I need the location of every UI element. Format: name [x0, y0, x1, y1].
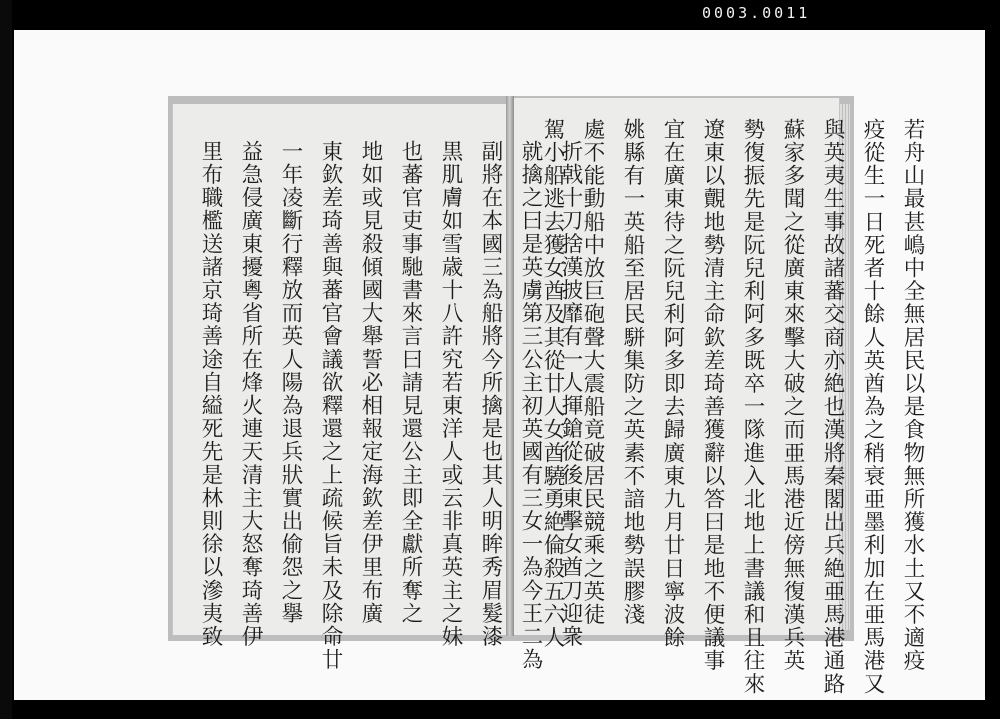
text-column: 蘇家多聞之從廣東來擊大破之而亜馬港近傍無復漢兵英	[780, 118, 805, 673]
text-column: 里布職檻送諸京琦善途自縊死先是林則徐以滲夷致	[198, 140, 223, 649]
text-column: 益急侵廣東擾粵省所在烽火連天清主大怒奪琦善伊	[238, 140, 263, 649]
text-column: 遼東以覿地勢清主命欽差琦善獲辭以答曰是地不便議事	[700, 118, 725, 673]
text-column: 地如或見殺傾國大舉誓必相報定海欽差伊里布廣	[358, 140, 383, 626]
text-column: 宜在廣東待之阮兒利阿多即去歸廣東九月廿日寧波餘	[660, 118, 685, 650]
text-column: 疫從生一日死者十餘人英酋為之稍衰亜墨利加在亜馬港又	[860, 118, 885, 696]
text-column: 一年凌斷行釋放而英人陽為退兵狀實出偷怨之擧	[278, 140, 303, 626]
text-column: 與英夷生事故諸蕃交商亦絶也漢將秦閣出兵絶亜馬港通路	[820, 118, 845, 696]
text-column: 東欽差琦善與蕃官會議欲釋還之上疏候旨未及除命廿	[318, 140, 343, 672]
text-column: 副將在本國三為船將今所擒是也其人明眸秀眉髮漆	[478, 140, 503, 649]
text-column: 黒肌膚如雪歳十八許究若東洋人或云非真英主之妹	[438, 140, 463, 649]
text-column: 勢復振先是阮兒利阿多既卒一隊進入北地上書議和且往來	[740, 118, 765, 696]
text-column: 處不能動船中放巨砲聲大震船竟破居民競乘之英徒	[580, 118, 605, 627]
text-column: 駕小船逃去獲女酋及其從廿人女酋驍勇絶倫殺五六人	[540, 118, 565, 650]
text-column: 折戟十刀捨漢披靡有一人揮鎗從後東擊女酋刀迎衆	[558, 140, 583, 649]
text-column: 若舟山最甚嶋中全無居民以是食物無所獲水土又不適疫	[900, 118, 925, 673]
text-column: 就擒之曰是英虜第三公主初英國有三女一為今王二為	[518, 140, 543, 672]
text-column: 姚縣有一英船至居民駢集防之英素不諳地勢誤膠淺	[620, 118, 645, 627]
film-edge	[0, 0, 12, 719]
right-page-text	[528, 118, 928, 696]
frame-number: 0003.0011	[702, 4, 811, 22]
left-page-text	[186, 140, 586, 672]
text-column: 也蕃官吏事馳書來言曰請見還公主即全獻所奪之	[398, 140, 423, 626]
